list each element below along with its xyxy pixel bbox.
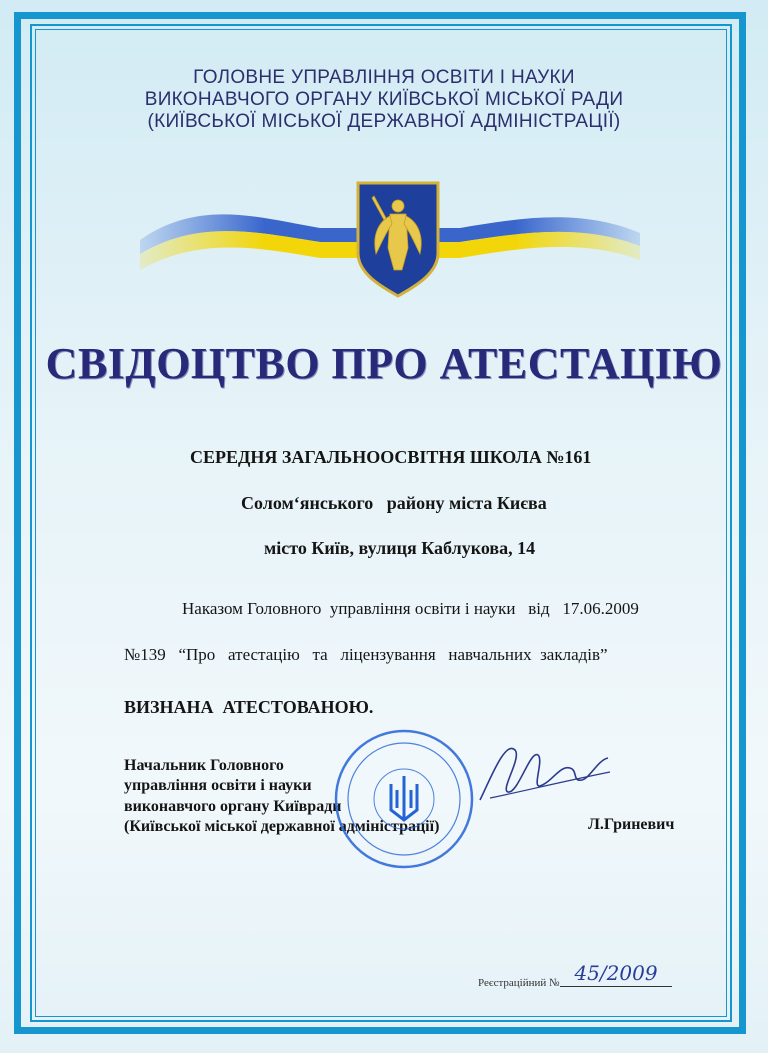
order-line-1: Наказом Головного управління освіти і науки від 17.06.2009	[182, 599, 639, 618]
header-line-1: ГОЛОВНЕ УПРАВЛІННЯ ОСВІТИ І НАУКИ	[193, 67, 575, 88]
registration-label: Реєстраційний №	[478, 977, 560, 989]
header-line-3: (КИЇВСЬКОЇ МІСЬКОЇ ДЕРЖАВНОЇ АДМІНІСТРАЦІЇ)	[147, 111, 621, 132]
document-title: СВІДОЦТВО ПРО АТЕСТАЦІЮ	[45, 339, 723, 388]
school-name: СЕРЕДНЯ ЗАГАЛЬНООСВІТНЯ ШКОЛА №161	[190, 447, 592, 467]
school-address: місто Київ, вулиця Каблукова, 14	[264, 538, 536, 558]
trident-icon	[391, 776, 417, 820]
signatory-line-2: управління освіти і науки	[124, 777, 312, 794]
signatory-line-3: виконавчого органу Київради	[124, 798, 342, 815]
kyiv-emblem-ribbon	[140, 178, 640, 298]
registration-number: 45/2009	[560, 960, 672, 987]
official-stamp	[333, 728, 475, 870]
school-district: Солом‘янського району міста Києва	[241, 493, 547, 513]
order-line-2: №139 “Про атестацію та ліцензування навчальних закладів”	[124, 645, 608, 664]
signatory-name: Л.Гриневич	[588, 816, 675, 833]
signatory-line-4: (Київської міської державної адміністрації)	[124, 818, 440, 835]
header-line-2: ВИКОНАВЧОГО ОРГАНУ КИЇВСЬКОЇ МІСЬКОЇ РАДИ	[144, 89, 624, 110]
signature	[460, 720, 620, 810]
status-text: ВИЗНАНА АТЕСТОВАНОЮ.	[124, 697, 374, 717]
signatory-line-1: Начальник Головного	[124, 757, 284, 774]
